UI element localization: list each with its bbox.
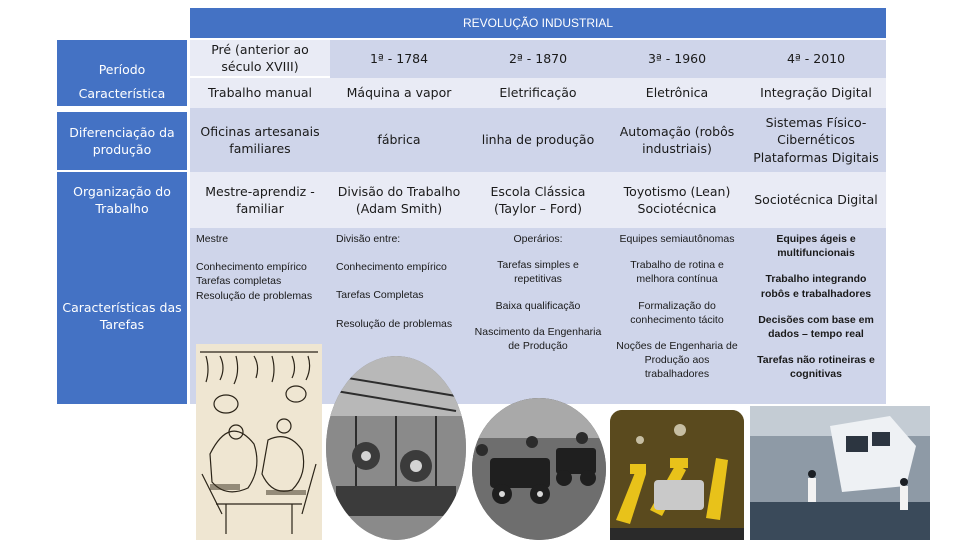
caracteristica-cell: Trabalho manual (190, 78, 330, 108)
tarefas-item: Tarefas simples e repetitivas (497, 259, 579, 286)
diferenciacao-cell: Oficinas artesanais familiares (190, 108, 330, 172)
header-tarefas: Características das Tarefas (57, 228, 187, 404)
tarefas-item: Tarefas não rotineiras e cognitivas (757, 354, 875, 381)
tarefas-item: Noções de Engenharia de Produção aos trabalhadores (616, 339, 738, 381)
tarefas-item: Nascimento da Engenharia de Produção (474, 325, 602, 352)
tarefas-item: Resolução de problemas (336, 317, 453, 330)
tarefas-item: Trabalho de rotina e melhora contínua (630, 259, 724, 286)
diferenciacao-cell: Sistemas Físico-Cibernéticos Plataformas Digitais (746, 108, 886, 172)
artisan-workshop-engraving (196, 344, 322, 540)
header-organizacao: Organização do Trabalho (57, 172, 187, 228)
organizacao-cell: Escola Clássica (Taylor – Ford) (468, 172, 608, 228)
table-title: REVOLUÇÃO INDUSTRIAL (190, 8, 886, 38)
caracteristica-cell: Máquina a vapor (330, 78, 468, 108)
caracteristica-cell: Eletrificação (468, 78, 608, 108)
period-cell: 1ª - 1784 (330, 40, 468, 78)
header-caracteristica: Característica (57, 82, 187, 106)
tarefas-item: Conhecimento empírico Tarefas completas Resolução de problemas (196, 261, 313, 302)
tarefas-item: Equipes ágeis e multifuncionais (776, 233, 856, 260)
smart-factory-photo (750, 406, 930, 540)
period-cell: 4ª - 2010 (746, 40, 886, 78)
assembly-line-photo (472, 398, 606, 540)
tarefas-item: Decisões com base em dados – tempo real (758, 313, 874, 340)
diferenciacao-cell: linha de produção (468, 108, 608, 172)
caracteristica-cell: Eletrônica (608, 78, 746, 108)
caracteristica-cell: Integração Digital (746, 78, 886, 108)
period-cell: 2ª - 1870 (468, 40, 608, 78)
tarefas-item: Tarefas Completas (336, 289, 424, 302)
diferenciacao-cell: Automação (robôs industriais) (608, 108, 746, 172)
tarefas-cell-4 (746, 228, 886, 404)
tarefas-item: Trabalho integrando robôs e trabalhadores (760, 273, 872, 300)
tarefas-cell-3 (608, 228, 746, 404)
robot-automation-photo (610, 410, 744, 540)
tarefas-cell-2 (468, 228, 608, 404)
period-cell: 3ª - 1960 (608, 40, 746, 78)
tarefas-item: Conhecimento empírico (336, 261, 447, 274)
tarefas-item: Baixa qualificação (495, 299, 581, 312)
header-diferenciacao: Diferenciação da produção (57, 112, 187, 170)
period-cell: Pré (anterior ao século XVIII) (190, 40, 330, 76)
tarefas-item: Divisão entre: (336, 233, 401, 245)
organizacao-cell: Toyotismo (Lean) Sociotécnica (608, 172, 746, 228)
tarefas-item: Mestre (196, 233, 229, 245)
organizacao-cell: Sociotécnica Digital (746, 172, 886, 228)
header-periodo: Período (57, 40, 187, 82)
organizacao-cell: Mestre-aprendiz - familiar (190, 172, 330, 228)
tarefas-item: Equipes semiautônomas (619, 233, 735, 245)
tarefas-item: Operários: (513, 233, 563, 245)
tarefas-item: Formalização do conhecimento tácito (630, 299, 724, 326)
diferenciacao-cell: fábrica (330, 108, 468, 172)
steam-factory-photo (326, 356, 466, 540)
organizacao-cell: Divisão do Trabalho (Adam Smith) (330, 172, 468, 228)
